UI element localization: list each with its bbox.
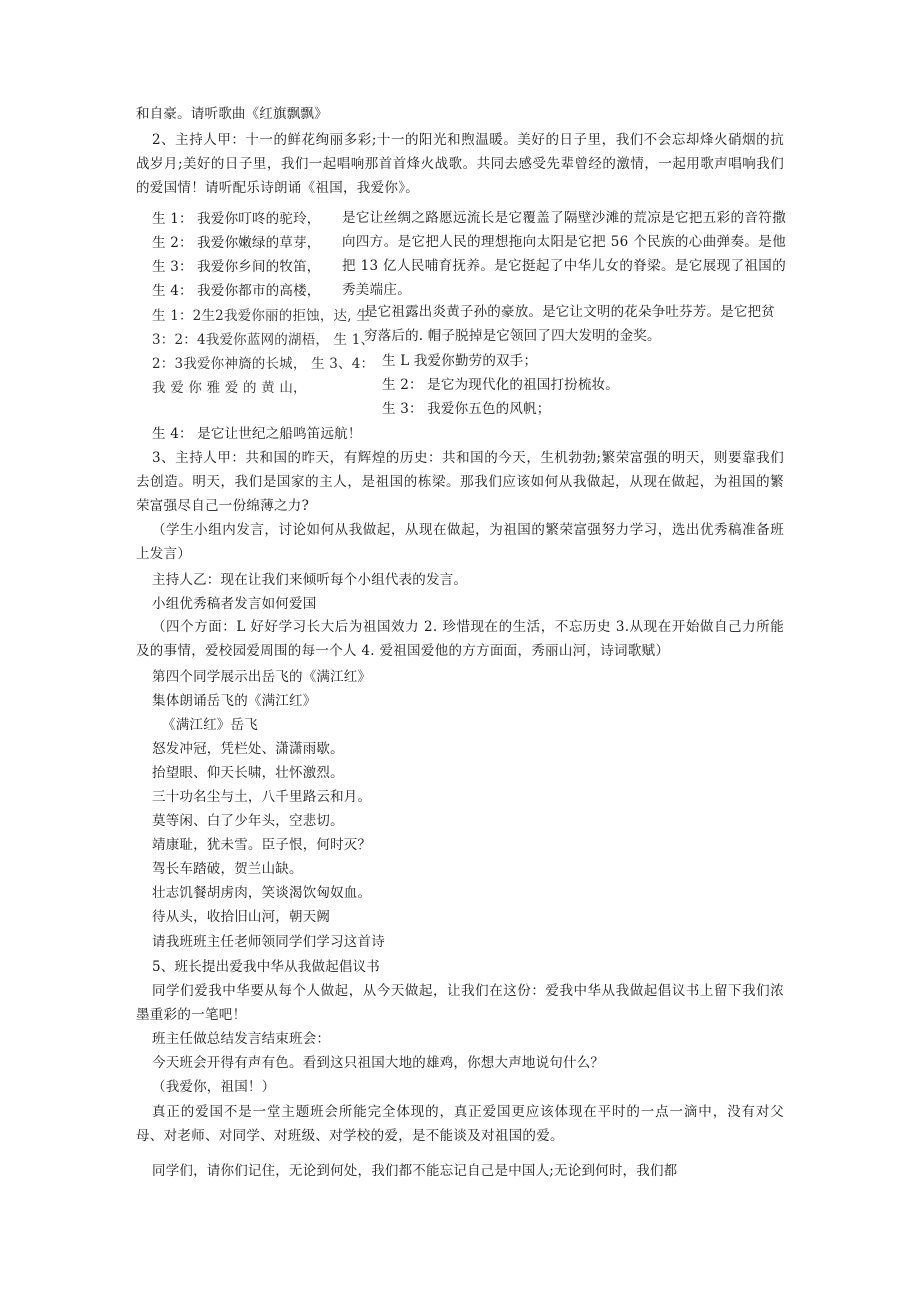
collective-recital-line: 集体朗诵岳飞的《满江红》 [152,693,317,709]
poem-left-line-1: 生 1： 我爱你叮咚的驼玲， [152,211,321,227]
poem-line: 驾长车踏破，贺兰山缺。 [152,861,303,877]
proposal-paragraph: 同学们爱我中华要从每个人做起，从今天做起，让我们在这份：爱我中华从我做起倡议书上留下我们浓墨重彩的一笔吧！ [136,983,784,1023]
closing-line: 同学们，请你们记住，无论到何处，我们都不能忘记自己是中国人;无论到何时，我们都 [152,1163,678,1179]
poem-line: 抬望眼、仰天长啸，壮怀激烈。 [152,765,344,781]
poem-right-line-d: 生 2： 是它为现代化的祖国打扮梳妆。 [382,377,619,393]
host-a-paragraph-2: 2、主持人甲：十一的鲜花绚丽多彩;十一的阳光和煦温暖。美好的日子里，我们不会忘却烽火硝烟的抗战岁月;美好的日子里，我们一起唱响那首首烽火战歌。共同去感受先辈曾经的激情，一起用歌声唱响我们的爱国情！请听配乐诗朗诵《祖国，我爱你》。 [136,132,784,196]
poem-line: 怒发冲冠，凭栏处、潇潇雨歇。 [152,741,344,757]
poem-closing-line: 生 4： 是它让世纪之船鸣笛远航！ [152,426,362,442]
poem-overlap-line-d: 我 爱 你 雅 爱 的 黄 山， [152,380,307,396]
poem-right-line-e: 生 3： 我爱你五色的风帆； [382,401,551,417]
poem-title: 《满江红》岳飞 [162,717,258,733]
host-b-line: 主持人乙：现在让我们来倾听每个小组代表的发言。 [152,572,468,588]
poem-right-paragraph: 是它让丝绸之路愿远流长是它覆盖了隔壁沙滩的荒凉是它把五彩的音符撒向四方。是它把人民的理想拖向太阳是它把 56 个民族的心曲弹奏。是他把 13 亿人民哺育抚养。是它挺起了中华儿女的脊梁。是它展现了祖国的秀美端庄。 [342,210,786,298]
poem-left-line-2: 生 2： 我爱你嫩绿的草芽， [152,235,321,251]
poem-right-line-b: 穷落后的. 帽子脱掉是它领回了四大发明的金奖。 [364,328,661,344]
students-discussion-paragraph: （学生小组内发言，讨论如何从我做起，从现在做起，为祖国的繁荣富强努力学习，选出优秀稿准备班上发言） [136,522,784,562]
poem-left-line-4: 生 4： 我爱你都市的高楼， [152,283,321,299]
poem-overlap-line-a: 生 1：2生2我爱你丽的拒蚀，达, 生 [152,308,370,324]
love-motherland-line: （我爱你，祖国！） [152,1079,276,1095]
poem-right-line-c: 生 L 我爱你勤劳的双手； [382,353,538,369]
four-aspects-paragraph: （四个方面：L 好好学习长大后为祖国效力 2. 珍惜现在的生活，不忘历史 3.从现在开始做自己力所能及的事情，爱校园爱周围的每一个人 4. 爱祖国爱他的方方面面，秀丽山河，诗词歌赋） [136,619,784,659]
fourth-student-line: 第四个同学展示出岳飞的《满江红》 [152,669,372,685]
poem-left-line-3: 生 3： 我爱你乡间的牧笛， [152,259,321,275]
real-patriotism-paragraph: 真正的爱国不是一堂主题班会所能完全体现的，真正爱国更应该体现在平时的一点一滴中，没有对父母、对老师、对同学、对班级、对学校的爱，是不能谈及对祖国的爱。 [136,1104,784,1144]
poem-overlap-line-c: 2：3我爱你神旖的长城， 生 3、4： [152,356,375,372]
poem-overlap-line-b: 3：2：4我爱你蓝网的湖梧， 生 1、 [152,332,375,348]
teacher-line: 请我班班主任老师领同学们学习这首诗 [152,934,385,950]
poem-line: 三十功名尘与土，八千里路云和月。 [152,789,372,805]
intro-line: 和自豪。请听歌曲《红旗飘飘》 [136,106,328,122]
group-speech-line: 小组优秀稿者发言如何爱国 [152,596,317,612]
poem-line: 靖康耻，犹未雪。臣子恨，何时灭？ [152,837,372,853]
today-line: 今天班会开得有声有色。看到这只祖国大地的雄鸡，你想大声地说句什么？ [152,1055,605,1071]
poem-line: 待从头，收拾旧山河，朝天阙 [152,909,331,925]
poem-right-line-a: 是它祖露出炎黄子孙的豪放。是它让文明的花朵争吐芬芳。是它把贫 [364,304,775,320]
summary-line: 班主任做总结发言结束班会： [152,1031,331,1047]
host-a-paragraph-3: 3、主持人甲：共和国的昨天，有辉煌的历史：共和国的今天，生机勃勃;繁荣富强的明天，则要靠我们去创造。明天，我们是国家的主人，是祖国的栋梁。那我们应该如何从我做起，从现在做起，为祖国的繁荣富强尽自己一份绵薄之力? [136,450,784,514]
poem-line: 莫等闲、白了少年头，空悲切。 [152,813,344,829]
poem-line: 壮志饥餐胡虏肉，笑谈渴饮匈奴血。 [152,885,372,901]
section-5-heading: 5、班长提出爱我中华从我做起倡议书 [152,959,380,975]
